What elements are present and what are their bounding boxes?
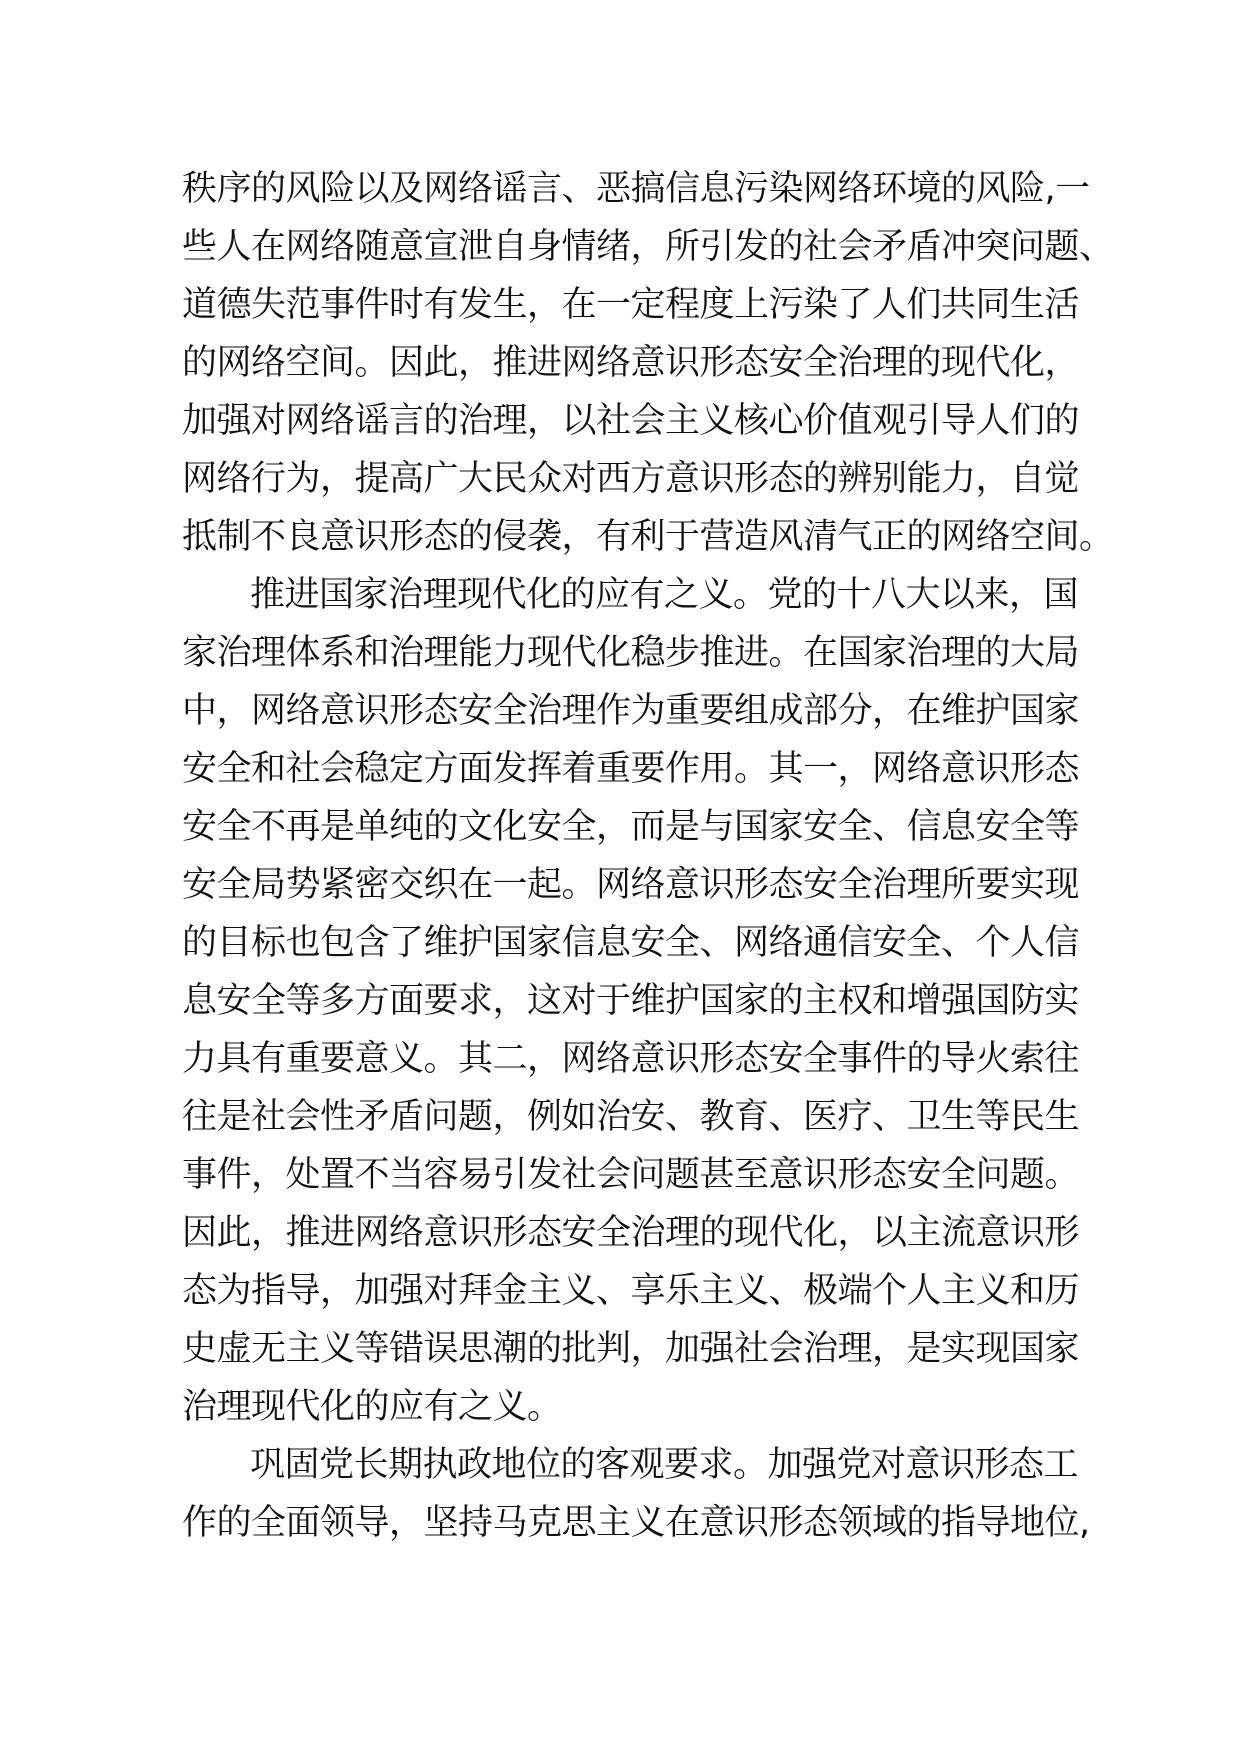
text-line: 中，网络意识形态安全治理作为重要组成部分，在维护国家	[182, 691, 1080, 731]
text-line: 安全和社会稳定方面发挥着重要作用。其一，网络意识形态	[182, 749, 1080, 789]
text-line: 安全不再是单纯的文化安全，而是与国家安全、信息安全等	[182, 807, 1080, 847]
text-line: 史虚无主义等错误思潮的批判，加强社会治理，是实现国家	[182, 1329, 1080, 1369]
text-line: 息安全等多方面要求，这对于维护国家的主权和增强国防实	[182, 981, 1080, 1021]
text-line: 的网络空间。因此，推进网络意识形态安全治理的现代化，	[182, 343, 1080, 383]
text-line: 往是社会性矛盾问题，例如治安、教育、医疗、卫生等民生	[182, 1097, 1080, 1137]
document-body	[182, 160, 1114, 1552]
text-line: 治理现代化的应有之义。	[182, 1387, 562, 1427]
text-line: 的目标也包含了维护国家信息安全、网络通信安全、个人信	[182, 923, 1080, 963]
text-line: 些人在网络随意宣泄自身情绪，所引发的社会矛盾冲突问题、	[182, 227, 1114, 267]
text-line: 抵制不良意识形态的侵袭，有利于营造风清气正的网络空间。	[182, 517, 1114, 557]
text-line: 网络行为，提高广大民众对西方意识形态的辨别能力，自觉	[182, 459, 1080, 499]
text-line: 道德失范事件时有发生，在一定程度上污染了人们共同生活	[182, 285, 1080, 325]
paragraph	[182, 566, 1080, 1436]
text-line: 态为指导，加强对拜金主义、享乐主义、极端个人主义和历	[182, 1271, 1080, 1311]
paragraph	[182, 1436, 1090, 1552]
text-line: 秩序的风险以及网络谣言、恶搞信息污染网络环境的风险,一	[182, 169, 1090, 209]
text-line: 家治理体系和治理能力现代化稳步推进。在国家治理的大局	[182, 633, 1080, 673]
text-line: 力具有重要意义。其二，网络意识形态安全事件的导火索往	[182, 1039, 1080, 1079]
paragraph	[182, 160, 1114, 566]
text-line: 作的全面领导，坚持马克思主义在意识形态领域的指导地位,	[182, 1503, 1090, 1543]
text-line: 加强对网络谣言的治理，以社会主义核心价值观引导人们的	[182, 401, 1080, 441]
text-line: 推进国家治理现代化的应有之义。党的十八大以来，国	[250, 575, 1079, 615]
text-line: 安全局势紧密交织在一起。网络意识形态安全治理所要实现	[182, 865, 1080, 905]
text-line: 事件，处置不当容易引发社会问题甚至意识形态安全问题。	[182, 1155, 1080, 1195]
text-line: 因此，推进网络意识形态安全治理的现代化，以主流意识形	[182, 1213, 1080, 1253]
text-line: 巩固党长期执政地位的客观要求。加强党对意识形态工	[250, 1445, 1079, 1485]
